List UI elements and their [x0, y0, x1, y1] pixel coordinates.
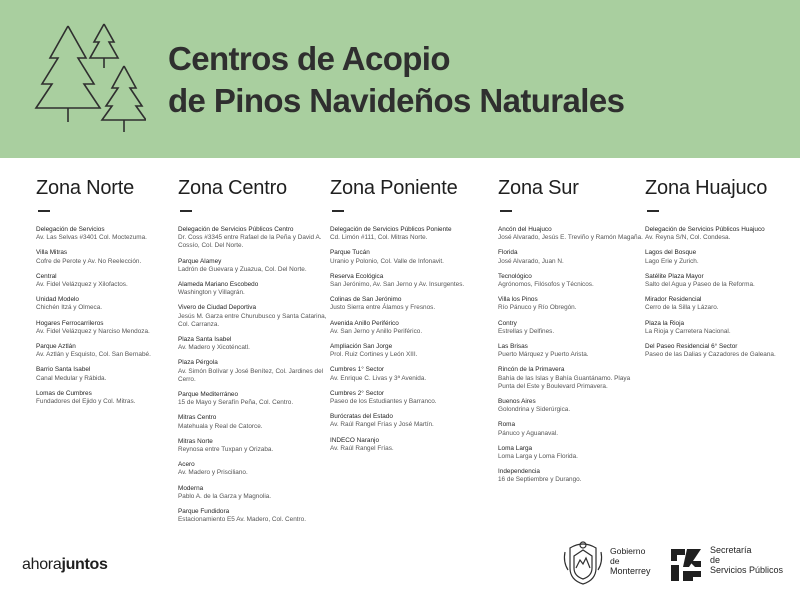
center-list-item — [645, 249, 795, 265]
center-address: Av. Aztlán y Esquisto, Col. San Bernabé. — [36, 351, 151, 359]
center-list-item — [330, 320, 480, 336]
center-address: Av. Las Selvas #3401 Col. Moctezuma. — [36, 234, 147, 242]
center-list-item — [36, 366, 186, 382]
center-address: Prol. Ruiz Cortines y León XIII. — [330, 351, 418, 359]
center-address: 16 de Septiembre y Durango. — [498, 476, 582, 484]
center-name: Lomas de Cumbres — [36, 389, 92, 397]
center-address: Av. Reyna S/N, Col. Condesa. — [645, 234, 731, 242]
center-name: Delegación de Servicios — [36, 226, 105, 233]
header-banner — [0, 0, 800, 158]
zone-title: Zona Norte — [36, 177, 135, 199]
secretaria-servicios-label — [710, 545, 783, 576]
zone-divider — [332, 210, 344, 212]
center-address: Cofre de Perote y Av. No Reelección. — [36, 257, 142, 265]
center-name: Vivero de Ciudad Deportiva — [178, 304, 257, 312]
center-list-item — [36, 390, 186, 406]
center-name: Central — [36, 272, 57, 280]
center-address: Paseo de los Estudiantes y Barranco. — [330, 398, 437, 406]
center-address: Bahía de las Islas y Bahía Guantánamo. Playa Punta del Este y Boulevard Primavera. — [498, 374, 631, 390]
center-list-item — [36, 320, 186, 336]
center-address: Av. Fidel Velázquez y Xilofactos. — [36, 281, 128, 289]
center-list-item — [498, 445, 648, 461]
center-address: Estacionamiento E5 Av. Madero, Col. Centro. — [178, 516, 306, 524]
center-address: Av. Simón Bolívar y José Benítez, Col. Jardines del Cerro. — [178, 367, 324, 383]
center-name: Las Brisas — [498, 343, 528, 351]
center-list-item — [498, 296, 648, 312]
ss-line-1: Secretaría — [710, 545, 752, 555]
center-name: Villa los Pinos — [498, 296, 538, 304]
center-name: Burócratas del Estado — [330, 413, 393, 421]
center-name: INDECO Naranjo — [330, 436, 380, 444]
center-name: Mitras Centro — [178, 414, 217, 422]
center-list-item — [178, 359, 328, 384]
center-list-item — [498, 320, 648, 336]
center-list-item — [645, 343, 795, 359]
center-address: Pánuco y Aguanaval. — [498, 429, 559, 437]
center-name: Plaza Pérgola — [178, 359, 218, 367]
center-address: 15 de Mayo y Serafín Peña, Col. Centro. — [178, 399, 294, 407]
center-address: Justo Sierra entre Álamos y Fresnos. — [330, 304, 436, 312]
center-name: Buenos Aires — [498, 398, 536, 406]
center-list-item — [330, 226, 480, 242]
center-name: Parque Tucán — [330, 249, 370, 257]
center-address: Salto del Agua y Paseo de la Reforma. — [645, 281, 755, 289]
center-name: Colinas de San Jerónimo — [330, 296, 402, 304]
center-list-item — [330, 249, 480, 265]
center-address: Loma Larga y Loma Florida. — [498, 453, 578, 461]
zone-divider — [38, 210, 50, 212]
gov-line-1: Gobierno — [610, 546, 646, 556]
zone-title: Zona Poniente — [330, 177, 458, 199]
center-list-item — [330, 343, 480, 359]
center-name: Parque Aztlán — [36, 343, 76, 351]
center-name: Loma Larga — [498, 444, 533, 452]
center-list-item — [178, 414, 328, 430]
center-name: Reserva Ecológica — [330, 272, 384, 280]
center-list-item — [330, 273, 480, 289]
center-list-item — [178, 508, 328, 524]
center-list-item — [498, 398, 648, 414]
center-name: Unidad Modelo — [36, 296, 79, 304]
center-list-item — [330, 390, 480, 406]
center-name: Rincón de la Primavera — [498, 366, 565, 374]
center-list-item — [36, 273, 186, 289]
center-address: Av. Raúl Rangel Frías. — [330, 444, 394, 452]
center-list-item — [178, 391, 328, 407]
center-name: Roma — [498, 421, 516, 429]
center-name: Independencia — [498, 468, 540, 476]
center-name: Parque Mediterráneo — [178, 391, 239, 399]
center-list-item — [498, 343, 648, 359]
center-name: Satélite Plaza Mayor — [645, 272, 704, 280]
center-address: Av. Madero y Xicoténcatl. — [178, 344, 250, 352]
center-address: Av. San Jerno y Anillo Periférico. — [330, 327, 423, 335]
center-address: José Alvarado, Jesús E. Treviño y Ramón Magaña. — [498, 234, 643, 242]
center-list-item — [645, 273, 795, 289]
zone-divider — [180, 210, 192, 212]
center-name: Barrio Santa Isabel — [36, 366, 91, 374]
zone-title: Zona Sur — [498, 177, 579, 199]
center-name: Del Paseo Residencial 6° Sector — [645, 343, 738, 351]
center-list-item — [645, 320, 795, 336]
center-list-item — [36, 249, 186, 265]
center-list-item — [330, 413, 480, 429]
center-address: La Rioja y Carretera Nacional. — [645, 327, 731, 335]
gov-line-3: Monterrey — [610, 566, 651, 576]
center-name: Delegación de Servicios Públicos Centro — [178, 226, 294, 233]
center-address: Dr. Coss #3345 entre Rafael de la Peña y David A. Cossío, Col. Del Norte. — [178, 234, 322, 250]
center-address: Golondrina y Siderúrgica. — [498, 406, 571, 414]
center-address: Washington y Villagrán. — [178, 289, 245, 297]
center-name: Delegación de Servicios Públicos Poniente — [330, 226, 452, 233]
ss-line-2: de — [710, 555, 721, 566]
center-list-item — [178, 304, 328, 329]
center-name: Plaza la Rioja — [645, 319, 685, 327]
zone-column — [330, 176, 480, 460]
center-name: Cumbres 1° Sector — [330, 366, 385, 374]
center-address: Cd. Limón #111, Col. Mitras Norte. — [330, 234, 428, 242]
center-name: Mirador Residencial — [645, 296, 702, 304]
center-name: Ancón del Huajuco — [498, 226, 552, 233]
center-address: Canal Medular y Rábida. — [36, 374, 107, 382]
center-name: Contry — [498, 319, 517, 327]
center-address: Jesús M. Garza entre Churubusco y Santa Catarina, Col. Carranza. — [178, 312, 327, 328]
center-name: Parque Alamey — [178, 257, 222, 265]
brand-part-2: juntos — [61, 556, 108, 573]
center-address: Reynosa entre Tuxpan y Orizaba. — [178, 446, 274, 454]
center-list-item — [330, 437, 480, 453]
gobierno-monterrey-label — [610, 546, 651, 576]
center-list-item — [178, 258, 328, 274]
center-name: Parque Fundidora — [178, 508, 230, 516]
center-name: Alameda Mariano Escobedo — [178, 281, 259, 289]
center-name: Tecnológico — [498, 272, 532, 280]
zone-column — [36, 176, 186, 413]
center-name: Acero — [178, 461, 195, 469]
title-line-1: Centros de Acopio — [168, 40, 450, 77]
monterrey-crest-icon — [562, 538, 604, 586]
center-list-item — [178, 226, 328, 251]
center-address: Puerto Márquez y Puerto Arista. — [498, 351, 589, 359]
center-list-item — [178, 281, 328, 297]
brand-logo — [22, 556, 108, 574]
servicios-publicos-logo-icon — [669, 545, 703, 583]
center-address: Río Pánuco y Río Obregón. — [498, 304, 577, 312]
zone-title: Zona Centro — [178, 177, 287, 199]
center-address: Estrellas y Delfines. — [498, 327, 555, 335]
center-name: Lagos del Bosque — [645, 249, 697, 257]
gov-line-2: de — [610, 556, 620, 566]
center-list-item — [498, 421, 648, 437]
center-list-item — [36, 226, 186, 242]
zone-column — [645, 176, 795, 366]
zone-title: Zona Huajuco — [645, 177, 768, 199]
center-address: Paseo de las Dalias y Cazadores de Galeana. — [645, 351, 776, 359]
center-address: Agrónomos, Filósofos y Técnicos. — [498, 281, 594, 289]
center-address: Fundadores del Ejido y Col. Mitras. — [36, 398, 136, 406]
center-list-item — [645, 296, 795, 312]
center-address: Lago Erie y Zurich. — [645, 257, 699, 265]
center-list-item — [36, 343, 186, 359]
center-list-item — [498, 226, 648, 242]
center-list-item — [330, 366, 480, 382]
center-name: Mitras Norte — [178, 437, 213, 445]
pine-trees-icon — [34, 22, 146, 134]
center-list-item — [645, 226, 795, 242]
center-list-item — [178, 336, 328, 352]
center-address: Av. Fidel Velázquez y Narciso Mendoza. — [36, 327, 150, 335]
center-address: Chichén Itzá y Olmeca. — [36, 304, 103, 312]
zone-divider — [647, 210, 659, 212]
page-title — [168, 38, 624, 122]
center-address: Matehuala y Real de Catorce. — [178, 422, 263, 430]
center-address: Pablo A. de la Garza y Magnolia. — [178, 492, 272, 500]
center-address: Uranio y Polonio, Col. Valle de Infonavit. — [330, 257, 444, 265]
center-name: Cumbres 2° Sector — [330, 389, 385, 397]
center-address: José Alvarado, Juan N. — [498, 257, 564, 265]
zone-divider — [500, 210, 512, 212]
center-address: San Jerónimo, Av. San Jerno y Av. Insurgentes. — [330, 281, 465, 289]
title-line-2: de Pinos Navideños Naturales — [168, 82, 625, 119]
center-list-item — [498, 366, 648, 391]
center-list-item — [36, 296, 186, 312]
center-list-item — [498, 273, 648, 289]
center-name: Avenida Anillo Periférico — [330, 319, 399, 327]
center-name: Villa Mitras — [36, 249, 68, 257]
center-list-item — [178, 485, 328, 501]
zone-column — [498, 176, 648, 492]
center-list-item — [178, 461, 328, 477]
center-name: Delegación de Servicios Públicos Huajuco — [645, 226, 765, 233]
center-address: Av. Raúl Rangel Frías y José Martín. — [330, 421, 434, 429]
center-name: Florida — [498, 249, 518, 257]
center-name: Plaza Santa Isabel — [178, 336, 232, 344]
center-list-item — [498, 249, 648, 265]
center-name: Ampliación San Jorge — [330, 343, 393, 351]
brand-part-1: ahora — [22, 556, 62, 573]
center-list-item — [330, 296, 480, 312]
center-list-item — [498, 468, 648, 484]
center-name: Moderna — [178, 484, 204, 492]
center-name: Hogares Ferrocarrileros — [36, 319, 104, 327]
center-address: Av. Enrique C. Livas y 3ª Avenida. — [330, 374, 427, 382]
ss-line-3: Servicios Públicos — [710, 565, 784, 576]
center-address: Cerro de la Silla y Lázaro. — [645, 304, 719, 312]
center-address: Ladrón de Guevara y Zuazua, Col. Del Norte. — [178, 265, 307, 273]
center-address: Av. Madero y Prisciliano. — [178, 469, 248, 477]
center-list-item — [178, 438, 328, 454]
zone-column — [178, 176, 328, 531]
